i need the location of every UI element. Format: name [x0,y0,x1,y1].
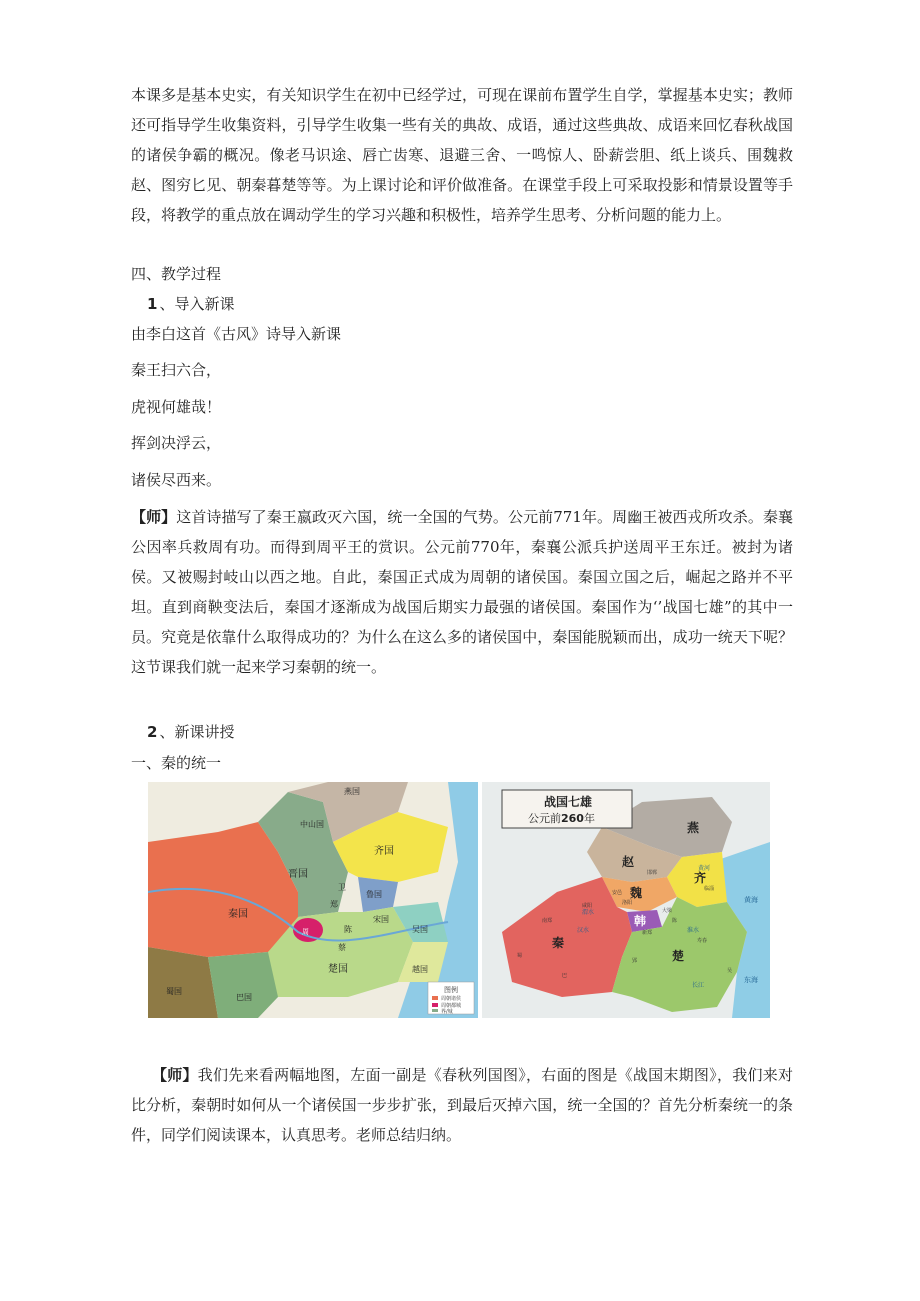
sea-label-huanghai: 黄海 [744,896,758,904]
state-label-zhao: 赵 [622,855,635,869]
spring-autumn-map [148,782,478,1018]
city-daliang: 大梁 [662,908,673,914]
teacher-tag-2: 【师】 [152,1066,198,1084]
teacher-text-2: 我们先来看两幅地图，左面一副是《春秋列国图》，右面的图是《战国末期图》，我们来对比分析，秦朝时如何从一个诸侯国一步步扩张，到最后灭掉六国，统一全国的？首先分析秦统一的条件，同学们阅读课本，认真思考。老师总结归纳。 [131,1066,793,1144]
step-1-number: 1 [147,295,158,313]
step-2-number: 2 [147,723,158,741]
teacher-paragraph-2 [131,1060,793,1150]
state-label-qin: 秦 [552,936,565,950]
river-label-weishui: 渭水 [582,909,595,916]
label-chu: 楚国 [328,964,348,975]
city-nanzheng: 南郑 [542,918,553,924]
label-ba: 巴国 [236,993,252,1002]
poem-intro: 由李白这首《古风》诗导入新课 [131,325,342,343]
legend-item-2: 周朝都城 [441,1003,462,1009]
step-1-heading [147,293,234,315]
sea-label-donghai: 东海 [744,976,758,984]
step-2-label: 、新课讲授 [159,723,235,741]
section-heading-qin-unification: 一、秦的统一 [131,754,222,772]
label-wei-state: 卫 [338,883,346,892]
map-subtitle: 公元前260年 [528,812,595,825]
maps-figure [148,782,770,1018]
river-label-changjiang: 长江 [692,982,705,989]
spring-autumn-map-svg [148,782,478,1018]
label-yan: 燕国 [344,787,360,796]
label-chen: 陈 [344,925,352,934]
label-zhou: 周 [302,928,309,936]
label-zhongshan: 中山国 [300,820,324,829]
warring-states-map [482,782,770,1018]
teacher-tag: 【师】 [131,508,177,526]
poem-line-3: 挥剑决浮云， [131,434,222,452]
step-2-heading [147,721,234,743]
intro-paragraph: 本课多是基本史实，有关知识学生在初中已经学过，可现在课前布置学生自学，掌握基本史实；教师还可指导学生收集资料，引导学生收集一些有关的典故、成语，通过这些典故、成语来回忆春秋战国的诸侯争霸的概况。像老马识途、唇亡齿寒、退避三舍、一鸣惊人、卧薪尝胆、纸上谈兵、围魏救赵、图穷匕见、朝秦暮楚等等。为上课讨论和评价做准备。在课堂手段上可采取投影和情景设置等手段，将教学的重点放在调动学生的学习兴趣和积极性，培养学生思考、分析问题的能力上。 [131,86,793,224]
label-shu: 蜀国 [166,987,182,996]
warring-states-map-svg [482,782,770,1018]
legend-title: 图例 [444,986,458,994]
river-label-hanshui: 汉水 [577,927,590,934]
state-label-wei: 魏 [630,886,643,900]
city-linzi: 临淄 [704,886,715,892]
label-qi: 齐国 [374,846,394,857]
city-shouchun: 寿春 [697,938,708,944]
section-heading-teaching-process: 四、教学过程 [131,265,222,283]
city-shu: 蜀 [517,953,523,959]
poem-line-2: 虎视何雄哉！ [131,398,222,416]
city-ying: 郢 [632,958,638,964]
city-xianyang: 咸阳 [582,903,593,909]
legend-item-1: 周朝诸侯 [441,996,462,1002]
city-ba: 巴 [562,973,568,979]
state-label-chu: 楚 [672,949,685,963]
teacher-text-1: 这首诗描写了秦王嬴政灭六国，统一全国的气势。公元前771年。周幽王被西戎所攻杀。秦襄公因率兵救周有功。而得到周平王的赏识。公元前770年，秦襄公派兵护送周平王东迁。被封为诸侯。又被赐封岐山以西之地。自此，秦国正式成为周朝的诸侯国。秦国立国之后，崛起之路并不平坦。直到商鞅变法后，秦国才逐渐成为战国后期实力最强的诸侯国。秦国作为‘’战国七雄”的其中一员。究竟是依靠什么取得成功的？为什么在这么多的诸侯国中，秦国能脱颖而出，成功一统天下呢？这节课我们就一起来学习秦朝的统一。 [131,508,793,676]
shu-region [148,947,218,1018]
city-wu: 吴 [727,968,733,974]
label-cai: 蔡 [338,943,346,952]
river-label-huanghe: 黄河 [698,865,711,872]
river-label-huaishui: 淮水 [687,927,700,934]
label-zheng: 郑 [330,900,338,909]
map-title: 战国七雄 [544,795,593,809]
teacher-paragraph-1 [131,502,793,682]
state-label-yan: 燕 [687,821,700,835]
state-label-han: 韩 [634,914,647,928]
poem-line-1: 秦王扫六合， [131,361,222,379]
city-luoyang: 洛阳 [622,900,633,906]
label-lu: 鲁国 [366,890,382,899]
label-qin: 秦国 [228,909,248,920]
city-chen: 陈 [672,918,678,924]
city-handan: 邯郸 [647,870,658,876]
label-song: 宋国 [373,915,389,924]
city-xinzheng: 新郑 [642,930,653,936]
poem-line-4: 诸侯尽西来。 [131,471,222,489]
label-yue: 越国 [412,965,428,974]
legend-item-3: 界/城 [441,1009,453,1015]
step-1-label: 、导入新课 [159,295,235,313]
label-wu: 吴国 [412,925,428,934]
state-label-qi: 齐 [694,871,707,885]
city-anyi: 安邑 [612,890,623,896]
label-jin: 晋国 [288,869,308,880]
